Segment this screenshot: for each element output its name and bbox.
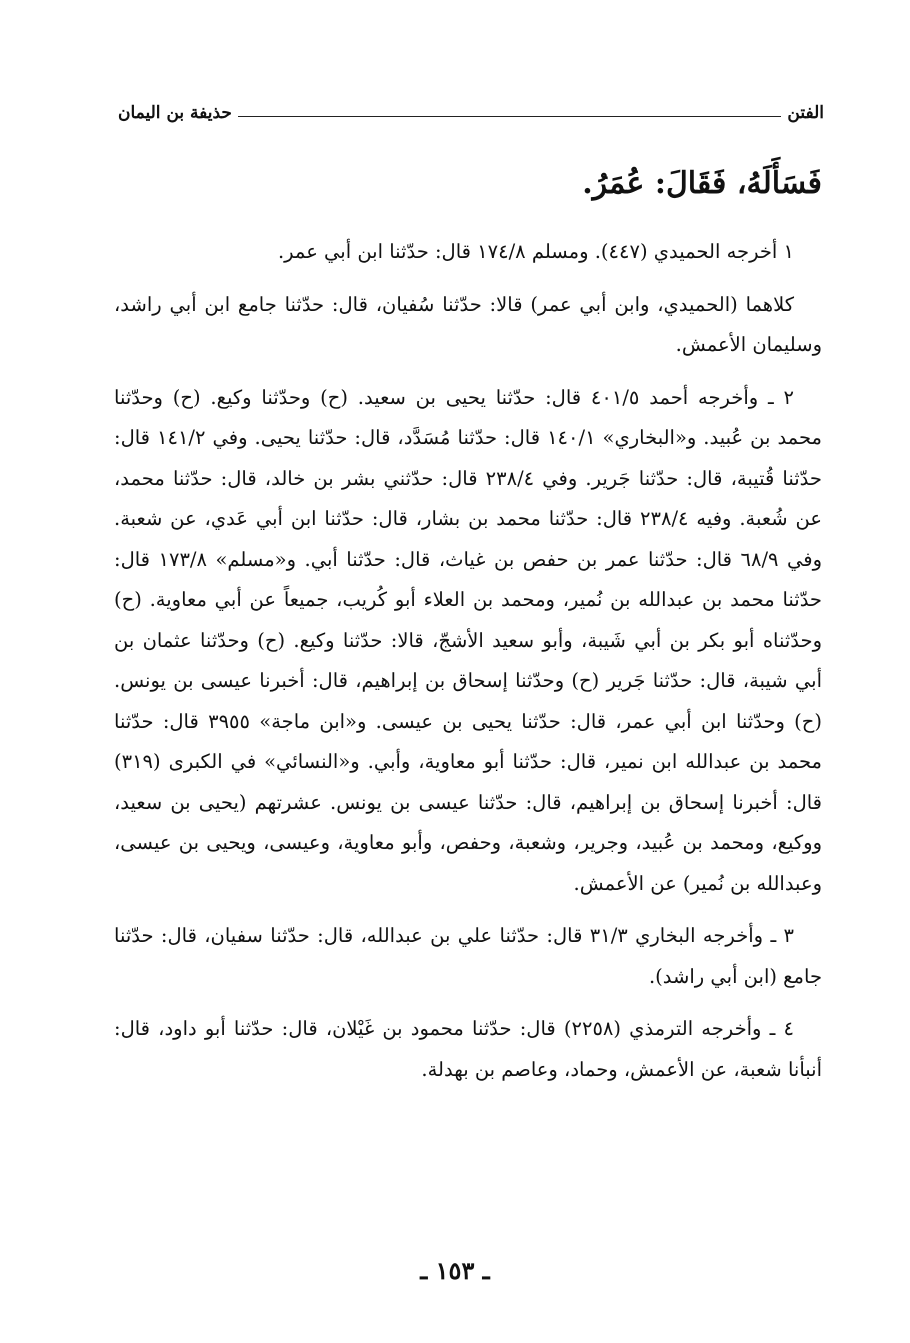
chapter-title: حذيفة بن اليمان <box>118 103 232 123</box>
book-title: الفتن <box>787 103 824 123</box>
hadith-ending: فَسَأَلَهُ، فَقَالَ: عُمَرُ. <box>582 166 822 201</box>
page-number: ـ ١٥٣ ـ <box>420 1256 490 1285</box>
footnotes <box>114 232 822 1102</box>
footnote-paragraph: كلاهما (الحميدي، وابن أبي عمر) قالا: حدّثنا سُفيان، قال: حدّثنا جامع ابن أبي راشد، وسليمان الأعمش. <box>114 292 822 356</box>
running-header <box>118 98 824 128</box>
footnote-paragraph: ٤ ـ وأخرجه الترمذي (٢٢٥٨) قال: حدّثنا محمود بن غَيْلان، قال: حدّثنا أبو داود، قال: أنبأنا شعبة، عن الأعمش، وحماد، وعاصم بن بهدلة. <box>114 1017 822 1081</box>
footnote-paragraph: ١ أخرجه الحميدي (٤٤٧). ومسلم ١٧٤/٨ قال: حدّثنا ابن أبي عمر. <box>277 240 794 263</box>
header-rule <box>238 116 782 117</box>
footnote-paragraph: ٢ ـ وأخرجه أحمد ٤٠١/٥ قال: حدّثنا يحيى بن سعيد. (ح) وحدّثنا وكيع. (ح) وحدّثنا محمد بن عُبيد. و«البخاري» ١٤٠/١ قال: حدّثنا مُسَدَّد، قال: حدّثنا يحيى. وفي ١٤١/٢ قال: حدّثنا قُتيبة، قال: حدّثنا جَرير. وفي ٢٣٨/٤ قال: حدّثني بشر بن خالد، قال: حدّثنا محمد، عن شُعبة. وفيه ٢٣٨/٤ قال: حدّثنا محمد بن بشار، قال: حدّثنا ابن أبي عَدي، عن شعبة. وفي ٦٨/٩ قال: حدّثنا عمر بن حفص بن غياث، قال: حدّثنا أبي. و«مسلم» ١٧٣/٨ قال: حدّثنا محمد بن عبدالله بن نُمير، ومحمد بن العلاء أبو كُريب، جميعاً عن أبي معاوية. (ح) وحدّثناه أبو بكر بن أبي شَيبة، وأبو سعيد الأشجّ، قالا: حدّثنا وكيع. (ح) وحدّثنا عثمان بن أبي شيبة، قال: حدّثنا جَرير (ح) وحدّثنا إسحاق بن إبراهيم، قال: أخبرنا عيسى بن يونس. (ح) وحدّثنا ابن أبي عمر، قال: حدّثنا يحيى بن عيسى. و«ابن ماجة» ٣٩٥٥ قال: حدّثنا محمد بن عبدالله ابن نمير، قال: حدّثنا أبو معاوية، وأبي. و«النسائي» في الكبرى (٣١٩) قال: أخبرنا إسحاق بن إبراهيم، قال: حدّثنا عيسى بن يونس. عشرتهم (يحيى بن سعيد، ووكيع، ومحمد بن عُبيد، وجرير، وشعبة، وحفص، وأبو معاوية، وعيسى، ويحيى بن عيسى، وعبدالله بن نُمير) عن الأعمش. <box>114 385 823 895</box>
footnote-paragraph: ٣ ـ وأخرجه البخاري ٣١/٣ قال: حدّثنا علي بن عبدالله، قال: حدّثنا سفيان، قال: حدّثنا جامع (ابن أبي راشد). <box>114 924 822 988</box>
